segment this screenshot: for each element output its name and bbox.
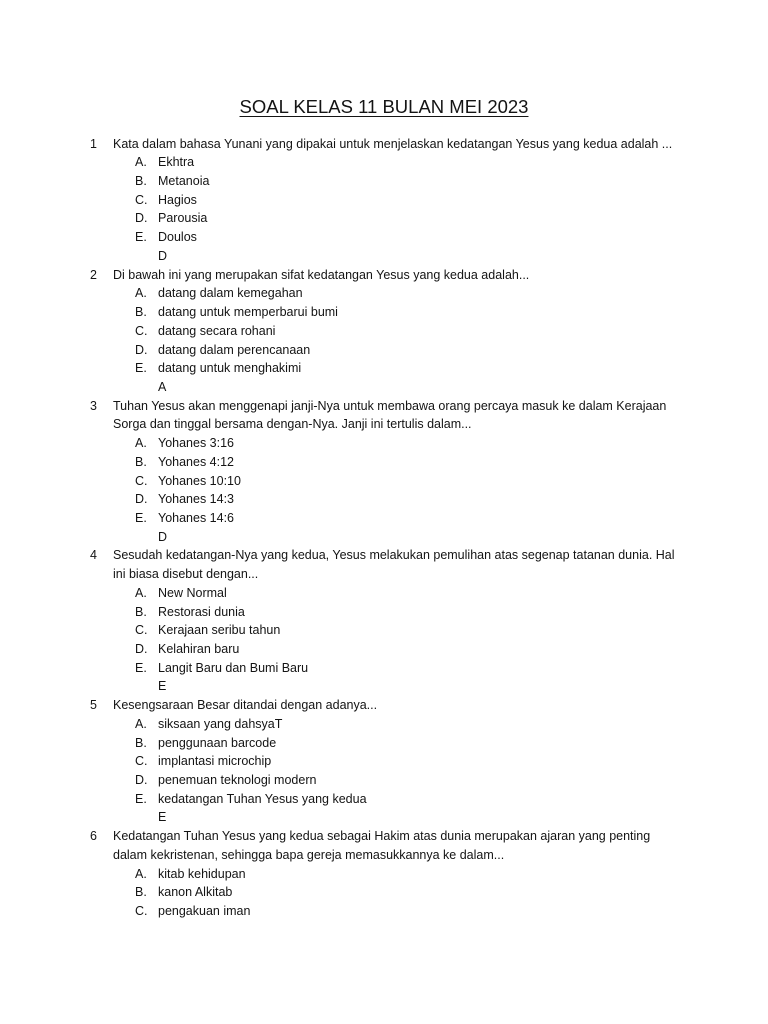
answer-key: D bbox=[158, 529, 168, 544]
question-text: Kesengsaraan Besar ditandai dengan adanya... bbox=[113, 698, 378, 713]
question-stem-line bbox=[0, 696, 768, 715]
question-text: Sorga dan tinggal bersama dengan-Nya. Janji ini tertulis dalam... bbox=[113, 417, 472, 432]
answer-row bbox=[0, 677, 768, 696]
option-letter: C. bbox=[135, 623, 148, 638]
question-5 bbox=[0, 696, 768, 827]
question-stem-line bbox=[0, 546, 768, 565]
option-d bbox=[0, 209, 768, 228]
option-letter: A. bbox=[135, 436, 147, 451]
option-letter: C. bbox=[135, 754, 148, 769]
question-number: 3 bbox=[90, 398, 97, 413]
option-text: kedatangan Tuhan Yesus yang kedua bbox=[158, 791, 367, 806]
option-e bbox=[0, 659, 768, 678]
option-text: Yohanes 14:3 bbox=[158, 492, 235, 507]
question-stem-line bbox=[0, 565, 768, 584]
option-a bbox=[0, 153, 768, 172]
option-letter: B. bbox=[135, 454, 147, 469]
option-b bbox=[0, 603, 768, 622]
answer-row bbox=[0, 808, 768, 827]
option-d bbox=[0, 640, 768, 659]
option-text: Yohanes 14:6 bbox=[158, 510, 235, 525]
page-title: SOAL KELAS 11 BULAN MEI 2023 bbox=[239, 96, 529, 117]
option-text: Restorasi dunia bbox=[158, 604, 245, 619]
question-6 bbox=[0, 827, 768, 921]
question-stem-line bbox=[0, 135, 768, 154]
option-letter: D. bbox=[135, 492, 148, 507]
option-text: Yohanes 10:10 bbox=[158, 473, 241, 488]
question-stem-line bbox=[0, 846, 768, 865]
option-letter: B. bbox=[135, 305, 147, 320]
question-text: Di bawah ini yang merupakan sifat kedatangan Yesus yang kedua adalah... bbox=[113, 267, 530, 282]
option-text: New Normal bbox=[158, 585, 227, 600]
option-letter: A. bbox=[135, 716, 147, 731]
question-3 bbox=[0, 397, 768, 547]
question-number: 1 bbox=[90, 136, 97, 151]
option-letter: B. bbox=[135, 604, 147, 619]
option-b bbox=[0, 883, 768, 902]
option-letter: A. bbox=[135, 866, 147, 881]
question-4 bbox=[0, 546, 768, 696]
option-letter: A. bbox=[135, 585, 147, 600]
option-c bbox=[0, 621, 768, 640]
option-letter: E. bbox=[135, 361, 147, 376]
option-c bbox=[0, 472, 768, 491]
question-list bbox=[0, 135, 768, 921]
option-text: penemuan teknologi modern bbox=[158, 773, 317, 788]
option-d bbox=[0, 771, 768, 790]
option-c bbox=[0, 322, 768, 341]
option-text: implantasi microchip bbox=[158, 754, 272, 769]
question-text: Sesudah kedatangan-Nya yang kedua, Yesus melakukan pemulihan atas segenap tatanan dunia. Hal bbox=[113, 548, 675, 563]
option-letter: B. bbox=[135, 174, 147, 189]
option-b bbox=[0, 734, 768, 753]
option-letter: D. bbox=[135, 342, 148, 357]
option-text: kitab kehidupan bbox=[158, 866, 246, 881]
question-1 bbox=[0, 135, 768, 266]
question-stem-line bbox=[0, 397, 768, 416]
option-a bbox=[0, 865, 768, 884]
option-text: datang dalam kemegahan bbox=[158, 286, 303, 301]
option-text: Doulos bbox=[158, 230, 197, 245]
option-e bbox=[0, 509, 768, 528]
option-text: datang untuk menghakimi bbox=[158, 361, 302, 376]
option-e bbox=[0, 359, 768, 378]
question-stem-line bbox=[0, 415, 768, 434]
option-b bbox=[0, 303, 768, 322]
option-letter: D. bbox=[135, 642, 148, 656]
question-2 bbox=[0, 266, 768, 397]
option-letter: A. bbox=[135, 286, 147, 301]
question-number: 6 bbox=[90, 829, 97, 844]
option-text: datang untuk memperbarui bumi bbox=[158, 305, 338, 320]
option-text: datang secara rohani bbox=[158, 323, 276, 338]
option-text: Kelahiran baru bbox=[158, 642, 240, 656]
option-text: Yohanes 3:16 bbox=[158, 436, 235, 451]
option-text: Kerajaan seribu tahun bbox=[158, 623, 281, 638]
question-number: 5 bbox=[90, 698, 97, 713]
answer-row bbox=[0, 528, 768, 547]
option-letter: C. bbox=[135, 473, 148, 488]
option-c bbox=[0, 902, 768, 921]
question-text: ini biasa disebut dengan... bbox=[113, 567, 259, 582]
answer-key: A bbox=[158, 379, 167, 394]
option-letter: B. bbox=[135, 735, 147, 750]
option-letter: C. bbox=[135, 192, 148, 207]
option-text: pengakuan iman bbox=[158, 904, 251, 919]
question-text: Tuhan Yesus akan menggenapi janji-Nya untuk membawa orang percaya masuk ke dalam Kerajaan bbox=[113, 398, 667, 413]
option-text: datang dalam perencanaan bbox=[158, 342, 311, 357]
option-e bbox=[0, 790, 768, 809]
option-c bbox=[0, 191, 768, 210]
question-stem-line bbox=[0, 827, 768, 846]
option-a bbox=[0, 434, 768, 453]
option-text: Metanoia bbox=[158, 174, 210, 189]
answer-row bbox=[0, 378, 768, 397]
option-text: Hagios bbox=[158, 192, 197, 207]
question-text: Kedatangan Tuhan Yesus yang kedua sebagai Hakim atas dunia merupakan ajaran yang penting bbox=[113, 829, 651, 844]
option-d bbox=[0, 490, 768, 509]
question-stem-line bbox=[0, 266, 768, 285]
option-text: kanon Alkitab bbox=[158, 885, 233, 900]
option-a bbox=[0, 284, 768, 303]
option-b bbox=[0, 453, 768, 472]
option-letter: C. bbox=[135, 323, 148, 338]
option-e bbox=[0, 228, 768, 247]
option-text: Langit Baru dan Bumi Baru bbox=[158, 660, 309, 675]
option-letter: E. bbox=[135, 230, 147, 245]
option-letter: E. bbox=[135, 510, 147, 525]
question-number: 2 bbox=[90, 267, 97, 282]
option-letter: D. bbox=[135, 211, 148, 226]
option-text: Ekhtra bbox=[158, 155, 195, 170]
option-text: Yohanes 4:12 bbox=[158, 454, 235, 469]
option-text: penggunaan barcode bbox=[158, 735, 277, 750]
option-d bbox=[0, 341, 768, 360]
option-c bbox=[0, 752, 768, 771]
option-text: siksaan yang dahsyaT bbox=[158, 716, 283, 731]
option-letter: D. bbox=[135, 773, 148, 788]
option-letter: B. bbox=[135, 885, 147, 900]
question-number: 4 bbox=[90, 548, 97, 563]
option-a bbox=[0, 584, 768, 603]
option-letter: E. bbox=[135, 660, 147, 675]
option-letter: C. bbox=[135, 904, 148, 919]
option-a bbox=[0, 715, 768, 734]
option-letter: E. bbox=[135, 791, 147, 806]
answer-row bbox=[0, 247, 768, 266]
answer-key: E bbox=[158, 679, 167, 694]
answer-key: E bbox=[158, 810, 167, 825]
option-letter: A. bbox=[135, 155, 147, 170]
question-text: dalam kekristenan, sehingga bapa gereja memasukkannya ke dalam... bbox=[113, 847, 505, 862]
question-text: Kata dalam bahasa Yunani yang dipakai untuk menjelaskan kedatangan Yesus yang kedua adalah ... bbox=[113, 136, 673, 151]
option-b bbox=[0, 172, 768, 191]
option-text: Parousia bbox=[158, 211, 208, 226]
answer-key: D bbox=[158, 248, 168, 263]
